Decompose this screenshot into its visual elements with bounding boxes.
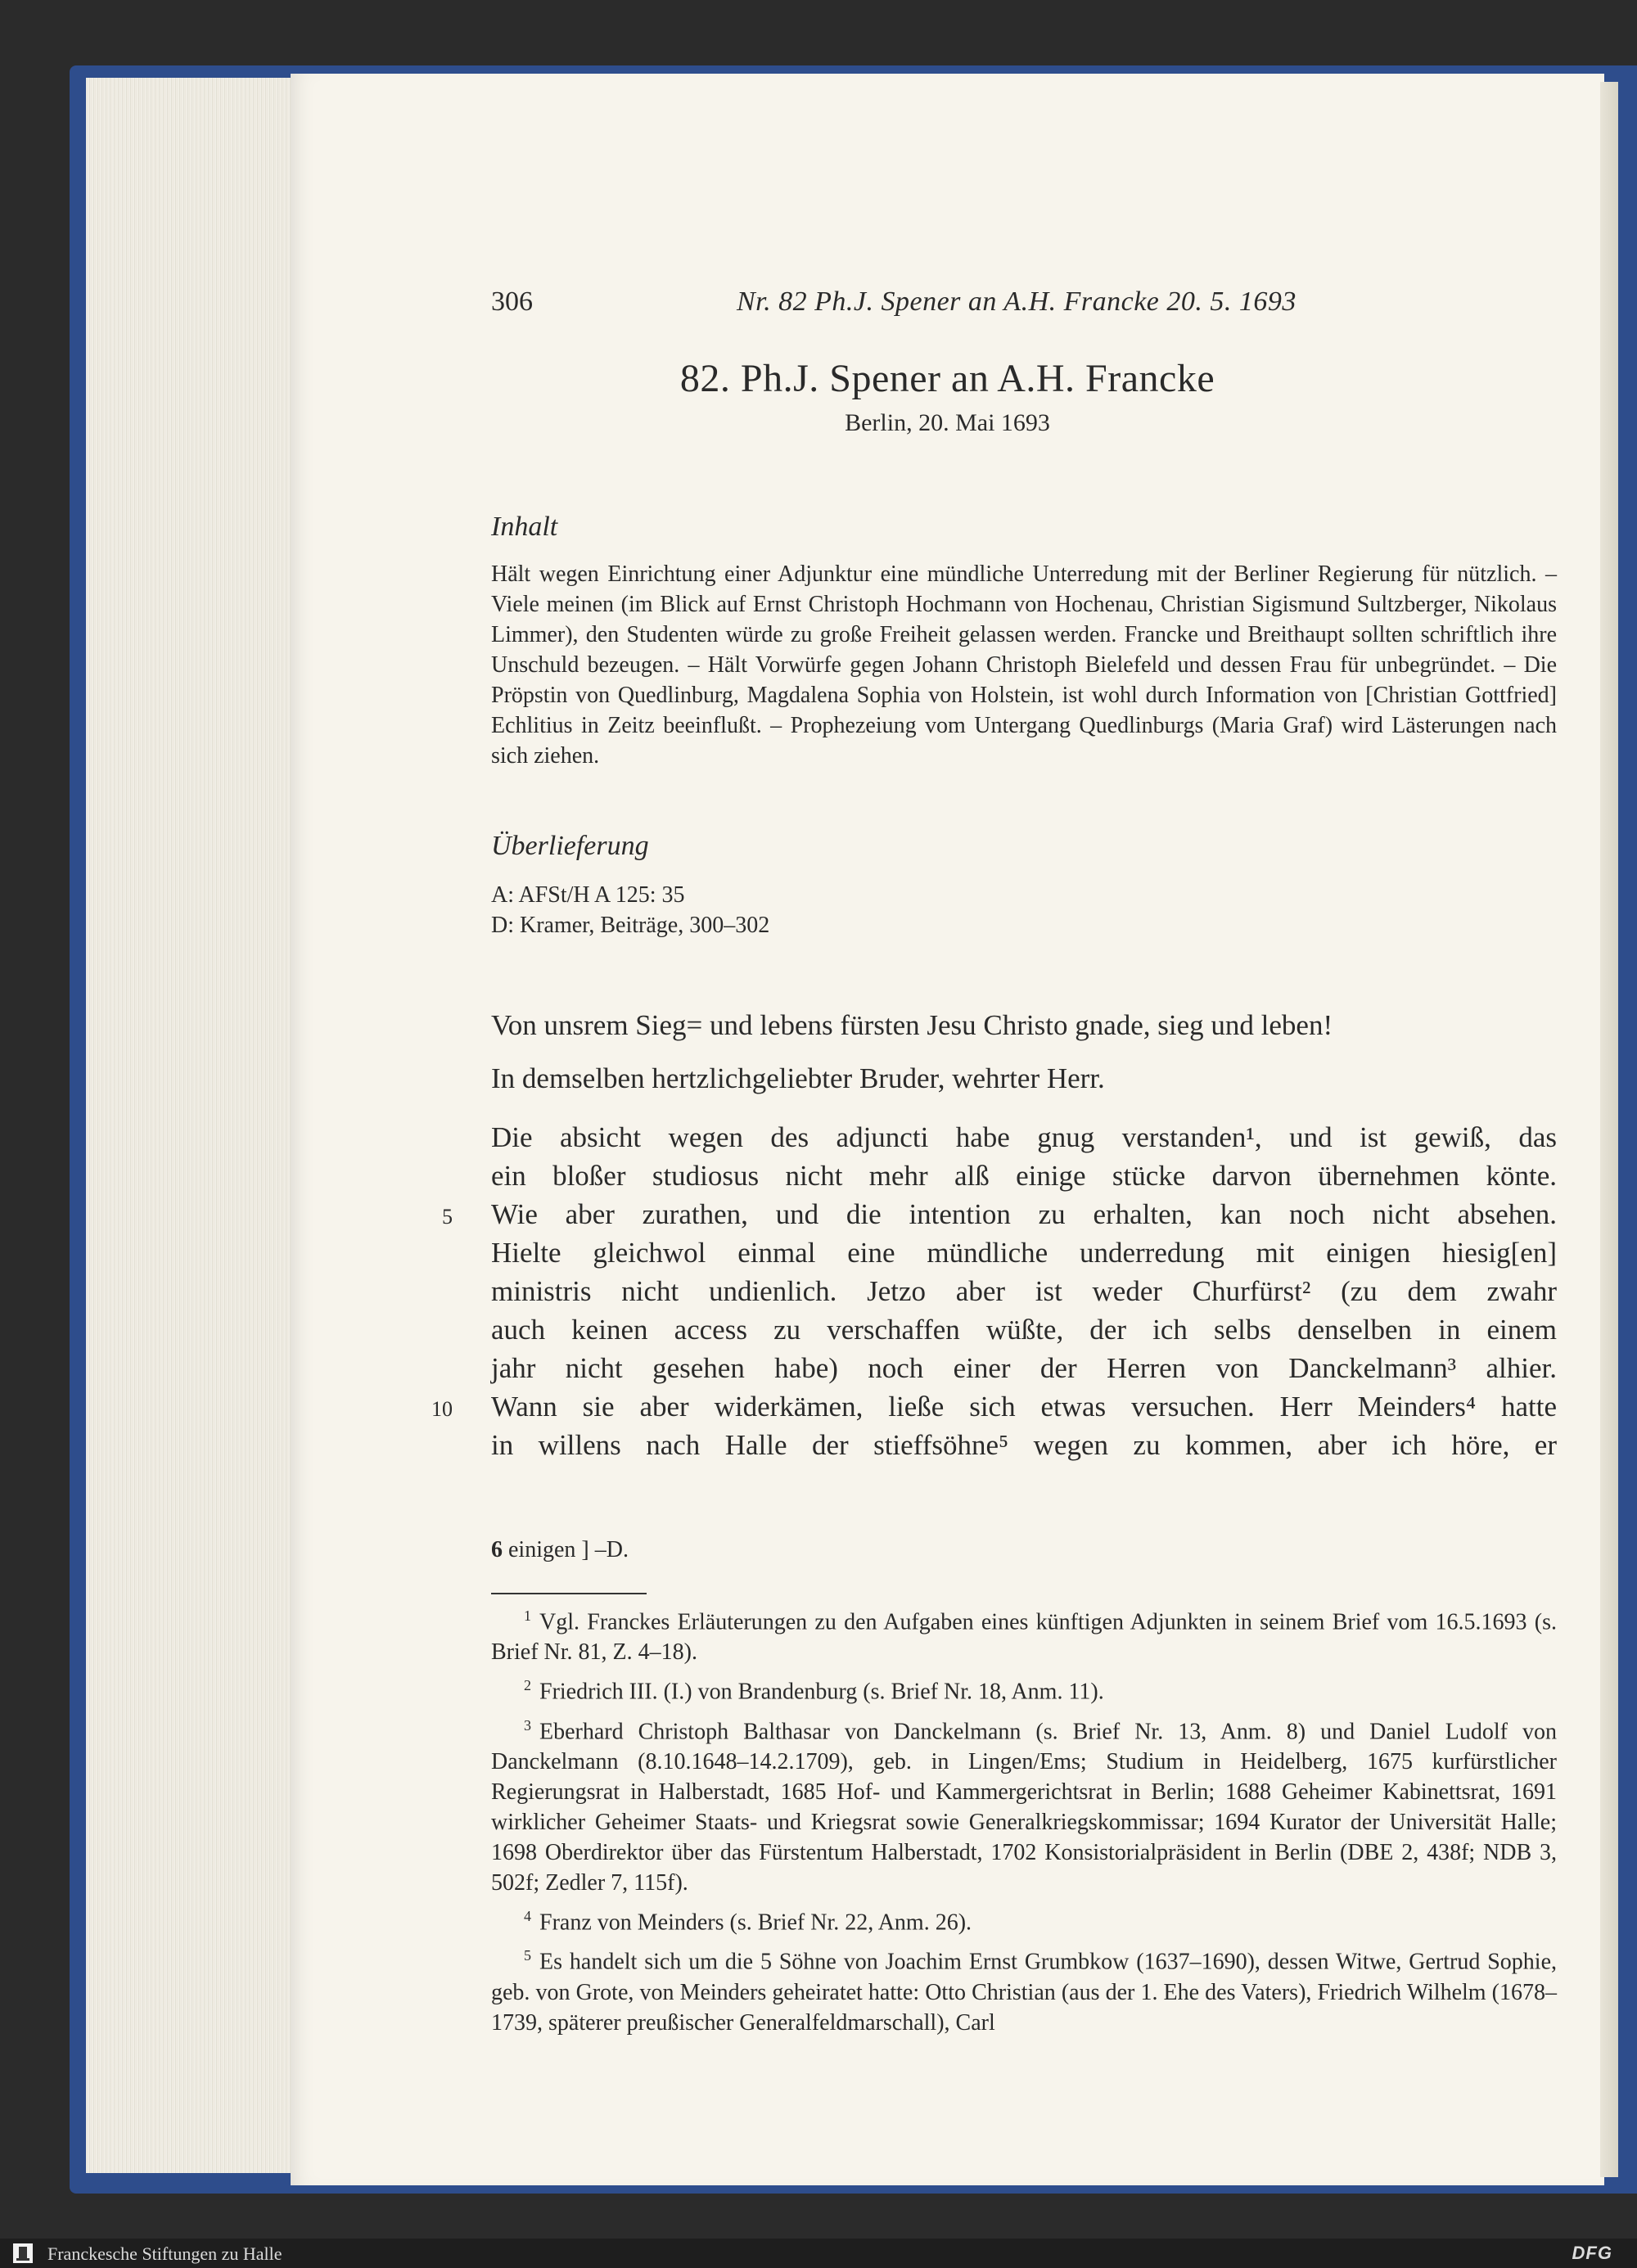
letter-title: 82. Ph.J. Spener an A.H. Francke <box>679 357 1215 400</box>
text-line: ein bloßer studiosus nicht mehr alß einige stücke darvon übernehmen könte. <box>491 1160 1557 1192</box>
text-line: Wann sie aber widerkämen, ließe sich etwas versuchen. Herr Meinders⁴ hatte <box>491 1391 1557 1423</box>
text-line: in willens nach Halle der stieffsöhne⁵ wegen zu kommen, aber ich höre, er <box>491 1429 1557 1461</box>
text-line: Wie aber zurathen, und die intention zu erhalten, kan noch nicht absehen. <box>491 1198 1557 1230</box>
footnote: $^4$ Franz von Meinders (s. Brief Nr. 22, Anm. 26). <box>524 1907 972 1936</box>
text-line: Die absicht wegen des adjuncti habe gnug verstanden¹, und ist gewiß, das <box>491 1121 1557 1153</box>
footnote: $^1$ Vgl. Franckes Erläuterungen zu den Aufgaben eines künftigen Adjunkten in seinem Brief vom 16.5.1693 (s. Brief Nr. 81, Z. 4–18). <box>491 1607 1557 1666</box>
summary-heading: Inhalt <box>491 512 558 542</box>
page-stack <box>86 78 299 2173</box>
text-line: auch keinen access zu verschaffen wüßte, der ich selbs denselben in einem <box>491 1314 1557 1346</box>
document-page <box>291 74 1604 2185</box>
institution-logo-icon <box>11 2242 34 2265</box>
line-number-5: 5 <box>442 1205 453 1229</box>
footnote: $^3$ Eberhard Christoph Balthasar von Danckelmann (s. Brief Nr. 13, Anm. 8) und Daniel Ludolf von Danckelmann (8.10.1648–14.2.1709), geb. in Lingen/Ems; Studium in Heidelberg, 1675 kurfürstlicher Regierungsrat in Halberstadt, 1685 Hof- und Kammergerichtsrat in Berlin; 1688 Geheimer Kabinettsrat, 1691 wirklicher Geheimer Staats- und Kriegsrat sowie Generalkriegskommissar; 1694 Kurator der Universität Halle; 1698 Oberdirektor über das Fürstentum Halberstadt, 1702 Konsistorialpräsident in Berlin (DBE 2, 438f; NDB 3, 502f; Zedler 7, 115f). <box>491 1716 1557 1896</box>
letter-dateline: Berlin, 20. Mai 1693 <box>845 409 1050 436</box>
viewer-footer <box>0 2239 1637 2268</box>
summary-text: Hält wegen Einrichtung einer Adjunktur eine mündliche Unterredung mit der Berliner Regierung für nützlich. – Viele meinen (im Blick auf Ernst Christoph Hochmann von Hochenau, Christian Sigismund Sultzberger, Nikolaus Limmer), den Studenten würde zu große Freiheit gelassen werden. Francke und Breithaupt sollten schriftlich ihre Unschuld bezeugen. – Hält Vorwürfe gegen Johann Christoph Bielefeld und dessen Frau für unbegründet. – Die Pröpstin von Quedlinburg, Magdalena Sophia von Holstein, ist wohl durch Information von [Christian Gottfried] Echlitius in Zeitz beeinflußt. – Prophezeiung vom Untergang Quedlinburgs (Maria Graf) wird Lästerungen nach sich ziehen. <box>491 561 1557 769</box>
apparatus-line-ref: 6 <box>491 1537 503 1562</box>
source-a: A: AFSt/H A 125: 35 <box>491 882 685 908</box>
footnote: $^5$ Es handelt sich um die 5 Söhne von Joachim Ernst Grumbkow (1637–1690), dessen Witwe, Gertrud Sophie, geb. von Grote, von Meinders geheiratet hatte: Otto Christian (aus der 1. Ehe des Vaters), Friedrich Wilhelm (1678–1739, späterer preußischer Generalfeldmarschall), Carl <box>491 1947 1557 2036</box>
institution-name: Franckesche Stiftungen zu Halle <box>47 2243 282 2264</box>
text-line: jahr nicht gesehen habe) noch einer der Herren von Danckelmann³ alhier. <box>491 1352 1557 1384</box>
apparatus-note: einigen ] –D. <box>508 1537 629 1562</box>
footnote: $^2$ Friedrich III. (I.) von Brandenburg (s. Brief Nr. 18, Anm. 11). <box>524 1677 1104 1705</box>
tradition-sources <box>491 880 769 940</box>
salutation-line: In demselben hertzlichgeliebter Bruder, wehrter Herr. <box>491 1062 1105 1094</box>
page-edge <box>1600 82 1618 2177</box>
source-d: D: Kramer, Beiträge, 300–302 <box>491 913 770 938</box>
tradition-heading: Überlieferung <box>491 831 649 861</box>
line-number-10: 10 <box>431 1397 453 1421</box>
dfg-logo: DFG <box>1572 2243 1612 2263</box>
page-number: 306 <box>491 286 533 317</box>
running-title: Nr. 82 Ph.J. Spener an A.H. Francke 20. 5. 1693 <box>737 286 1297 317</box>
footnotes <box>491 1601 1557 2041</box>
text-line: ministris nicht undienlich. Jetzo aber ist weder Churfürst² (zu dem zwahr <box>491 1275 1557 1307</box>
salutation-line: Von unsrem Sieg= und lebens fürsten Jesu Christo gnade, sieg und leben! <box>491 1009 1333 1041</box>
text-line: Hielte gleichwol einmal eine mündliche underredung mit einigen hiesig[en] <box>491 1237 1557 1269</box>
critical-apparatus <box>491 1537 629 1563</box>
footnote-rule <box>491 1593 647 1594</box>
